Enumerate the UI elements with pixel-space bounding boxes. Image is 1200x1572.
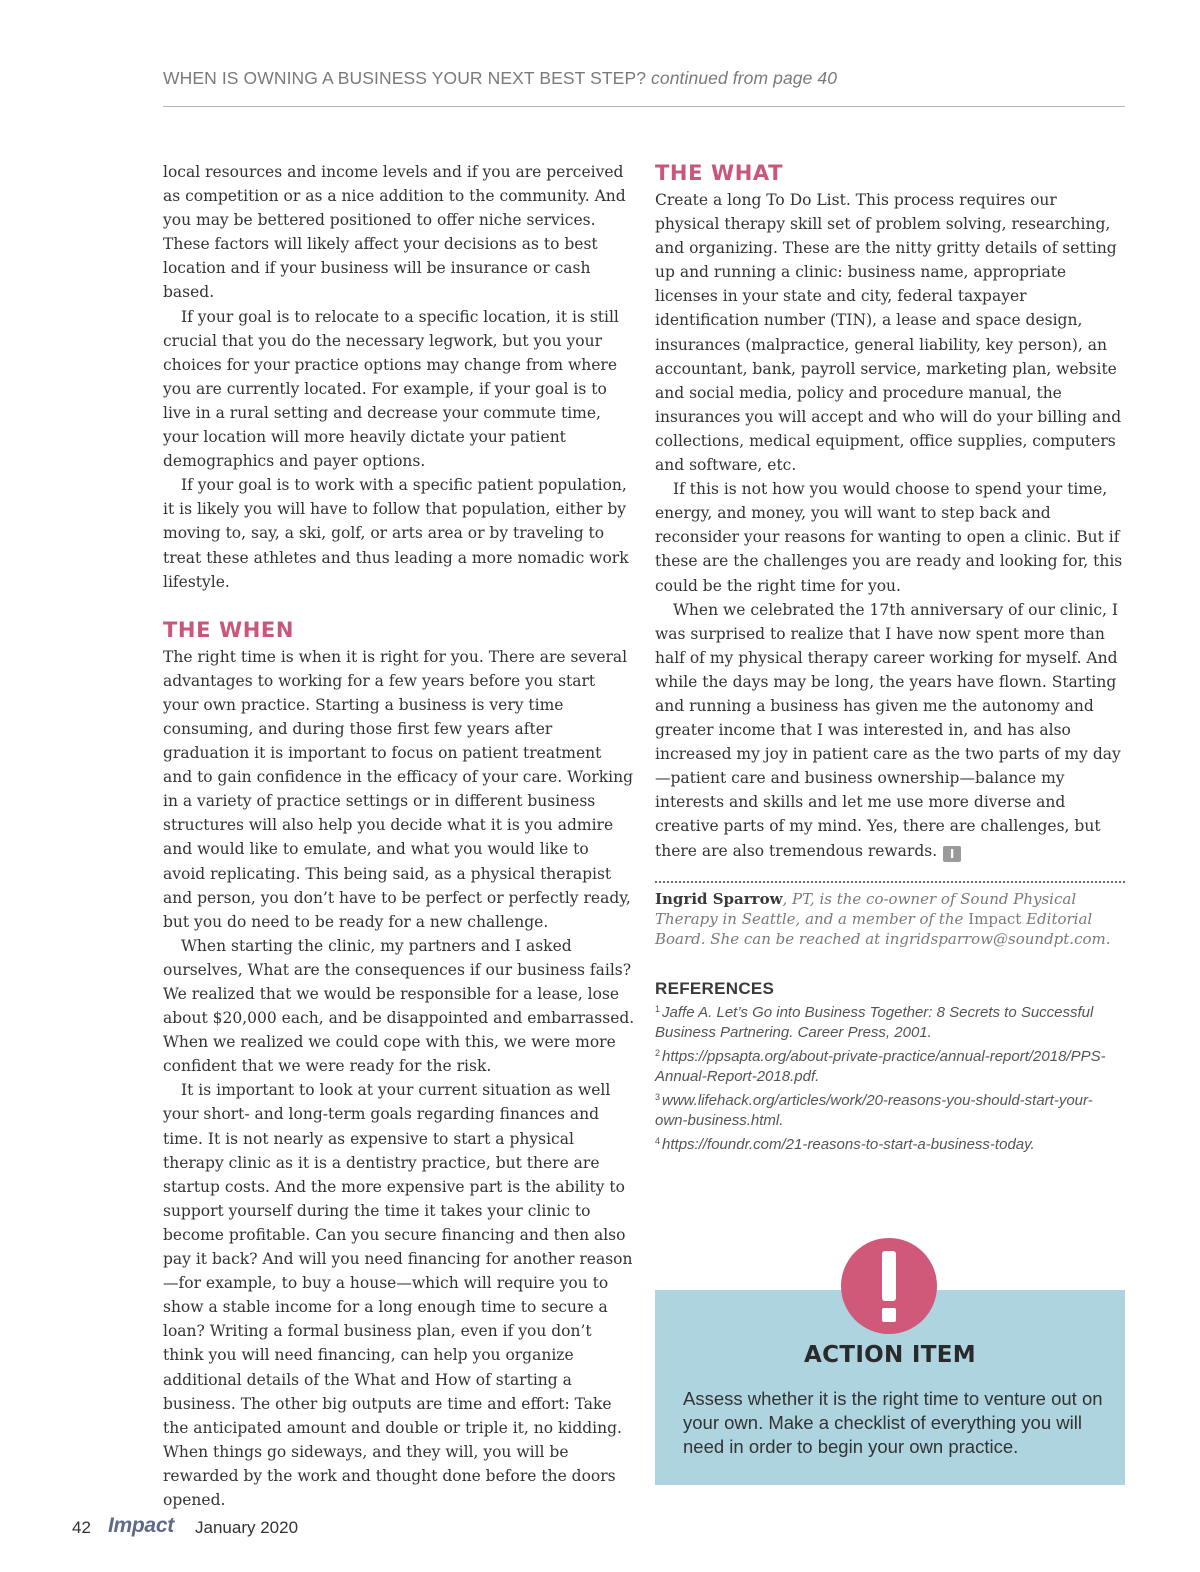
body-paragraph <box>655 598 1125 863</box>
body-paragraph: local resources and income levels and if you are perceived as competition or as a nice addition to the community. And you may be bettered positioned to offer niche services. These factors will likely affect your decisions as to best location and if your business will be insurance or cash based. <box>163 163 626 302</box>
exclamation-dot <box>882 1308 896 1322</box>
running-head-continued: continued from page 40 <box>651 68 838 88</box>
author-bio <box>655 889 1125 949</box>
body-paragraph: If this is not how you would choose to spend your time, energy, and money, you will want to step back and reconsider your reasons for wanting to open a clinic. But if these are the challenges you are ready and looking for, this could be the right time for you. <box>655 480 1123 595</box>
references-heading: REFERENCES <box>655 978 775 998</box>
section-heading-when: THE WHEN <box>163 617 295 642</box>
reference-item <box>655 999 1125 1043</box>
bio-magazine-name: Impact <box>968 909 1022 928</box>
article-end-mark-icon: I <box>943 846 961 862</box>
reference-item <box>655 1043 1125 1087</box>
action-item-text: Assess whether it is the right time to venture out on your own. Make a checklist of everything you will need in order to begin your own practice. <box>683 1388 1103 1457</box>
reference-item <box>655 1131 1125 1155</box>
body-paragraph: Create a long To Do List. This process requires our physical therapy skill set of problem solving, researching, and organizing. These are the nitty gritty details of setting up and running a clinic: business name, appropriate licenses in your state and city, federal taxpayer identification number (TIN), a lease and space design, insurances (malpractice, general liability, key person), an accountant, bank, payroll service, marketing plan, website and social media, policy and procedure manual, the insurances you will accept and who will do your billing and collections, medical equipment, office supplies, computers and software, etc. <box>655 191 1122 475</box>
body-paragraph: If your goal is to relocate to a specific location, it is still crucial that you do the necessary legwork, but you your choices for your practice options may change from where you are currently located. For example, if your goal is to live in a rural setting and decrease your commute time, your location will more heavily dictate your patient demographics and payer options. <box>163 307 619 471</box>
reference-number: 3 <box>655 1091 661 1102</box>
body-paragraph: The right time is when it is right for you. There are several advantages to working for a few years before you start your own practice. Starting a business is very time consuming, and during those first few years after graduation it is important to focus on patient treatment and to gain confidence in the efficacy of your care. Working in a variety of practice settings or in different business structures will also help you decide what it is you admire and would like to emulate, and what you would like to avoid replicating. This being said, as a physical therapist and person, you don’t have to be perfect or perfectly ready, but you do need to be ready for a new challenge. <box>163 647 634 931</box>
issue-date: January 2020 <box>195 1518 299 1537</box>
left-column <box>163 160 635 1512</box>
reference-item <box>655 1087 1125 1131</box>
bio-text: , PT, is the co-owner of Sound Physical Therapy in Seattle, and a member of the <box>655 889 1077 928</box>
bio-divider <box>655 881 1125 883</box>
body-paragraph: If your goal is to work with a specific patient population, it is likely you will have to follow that population, either by moving to, say, a ski, golf, or arts area or by traveling to treat these athletes and thus leading a more nomadic work lifestyle. <box>163 476 629 591</box>
reference-number: 4 <box>655 1135 661 1146</box>
running-head-title: WHEN IS OWNING A BUSINESS YOUR NEXT BEST STEP? <box>163 68 647 88</box>
bio-text: Editorial Board. She can be reached at ingridsparrow@soundpt.com. <box>655 909 1111 948</box>
author-name: Ingrid Sparrow <box>655 889 783 908</box>
reference-number: 1 <box>655 1003 661 1014</box>
reference-link[interactable]: www.lifehack.org/articles/work/20-reasons-you-should-start-your-own-business.html. <box>655 1091 1093 1129</box>
header-divider <box>163 106 1125 107</box>
closing-paragraph-text: When we celebrated the 17th anniversary of our clinic, I was surprised to realize that I have now spent more than half of my physical therapy career working for myself. And while the days may be long, the years have flown. Starting and running a business has given me the autonomy and greater income that I was interested in, and has also increased my joy in patient care as the two parts of my day—patient care and business ownership—balance my interests and skills and let me use more diverse and creative parts of my mind. Yes, there are challenges, but there are also tremendous rewards. <box>655 600 1121 860</box>
action-item-title: ACTION ITEM <box>804 1342 976 1368</box>
reference-number: 2 <box>655 1047 661 1058</box>
body-paragraph: When starting the clinic, my partners and I asked ourselves, What are the consequences if our business fails? We realized that we would be responsible for a lease, lose about $20,000 each, and be disappointed and embarrassed. When we realized we could cope with this, we were more confident that we were ready for the risk. <box>163 936 635 1076</box>
right-column <box>655 160 1125 1155</box>
exclamation-bar <box>882 1251 896 1301</box>
body-paragraph: It is important to look at your current situation as well your short- and long-term goals regarding finances and time. It is not nearly as expensive to start a physical therapy clinic as it is a dentistry practice, but there are startup costs. And the more expensive part is the ability to support yourself during the time it takes your clinic to become profitable. Can you secure financing and then also pay it back? And will you need financing for another reason—for example, to buy a house—which will require you to show a stable income for a long enough time to secure a loan? Writing a formal business plan, even if you don’t think you will need financing, can help you organize additional details of the What and How of starting a business. The other big outputs are time and effort: Take the anticipated amount and double or triple it, no kidding. When things go sideways, and they will, you will be rewarded by the work and thought done before the doors opened. <box>163 1081 633 1509</box>
magazine-logo: Impact <box>108 1514 174 1537</box>
reference-link[interactable]: https://foundr.com/21-reasons-to-start-a-business-today. <box>662 1135 1035 1153</box>
section-heading-what: THE WHAT <box>655 161 784 185</box>
reference-link[interactable]: https://ppsapta.org/about-private-practice/annual-report/2018/PPS-Annual-Report-2018.pdf. <box>655 1047 1106 1085</box>
reference-text: Jaffe A. Let’s Go into Business Together: 8 Secrets to Successful Business Partnering. Career Press, 2001. <box>655 1003 1094 1041</box>
exclamation-icon <box>841 1238 937 1334</box>
page-number: 42 <box>72 1518 91 1537</box>
running-head <box>163 68 1125 89</box>
